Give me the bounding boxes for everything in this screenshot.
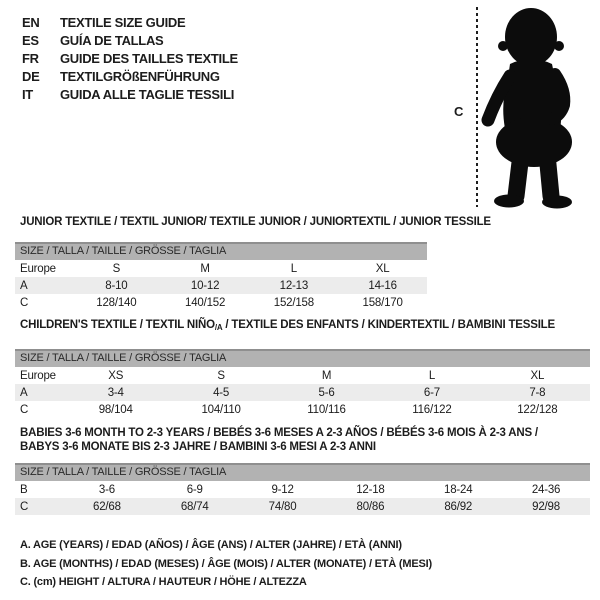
table-title: JUNIOR TEXTILE / TEXTIL JUNIOR/ TEXTILE JUNIOR / JUNIORTEXTIL / JUNIOR TESSILE — [20, 216, 491, 228]
legend-line-a: A. AGE (YEARS) / EDAD (AÑOS) / ÂGE (ANS) / ALTER (JAHRE) / ETÀ (ANNI) — [20, 539, 402, 551]
language-label: GUIDE DES TAILLES TEXTILE — [60, 50, 238, 66]
height-cell: 92/98 — [532, 500, 560, 513]
height-cell: 158/170 — [362, 296, 403, 309]
age-cell: 8-10 — [105, 279, 128, 292]
size-cell: M — [321, 369, 332, 382]
table-title — [15, 318, 590, 335]
age-cell: 12-18 — [356, 483, 385, 496]
measurement-legend — [20, 536, 432, 592]
children-textile-table — [15, 318, 590, 418]
table-row — [15, 367, 590, 384]
table-row — [15, 294, 427, 311]
size-cell: S — [112, 262, 121, 275]
title-pre: CHILDREN'S TEXTILE / TEXTIL NIÑO — [20, 319, 215, 331]
language-code: DE — [22, 68, 40, 84]
title-post: / TEXTILE DES ENFANTS / KINDERTEXTIL / BAMBINI TESSILE — [222, 319, 555, 331]
language-row-it — [22, 85, 238, 103]
size-cell: XL — [375, 262, 390, 275]
height-cell: 86/92 — [444, 500, 473, 513]
table-row — [15, 401, 590, 418]
language-row-fr — [22, 49, 238, 67]
height-cell: 68/74 — [180, 500, 209, 513]
height-cell: 116/122 — [412, 403, 452, 416]
size-cell: XL — [530, 369, 545, 382]
language-label: TEXTILGRÖßENFÜHRUNG — [60, 68, 220, 84]
language-code: FR — [22, 50, 39, 66]
legend-line-b: B. AGE (MONTHS) / EDAD (MESES) / ÂGE (MOIS) / ALTER (MONATE) / ETÀ (MESI) — [20, 557, 432, 570]
babies-textile-table — [15, 426, 590, 515]
age-cell: 24-36 — [531, 483, 561, 496]
height-cell: 122/128 — [517, 403, 558, 416]
height-cell: 74/80 — [268, 500, 297, 513]
row-label: A — [20, 279, 28, 292]
size-header-bar: SIZE / TALLA / TAILLE / GRÖSSE / TAGLIA — [15, 463, 590, 481]
size-header-bar: SIZE / TALLA / TAILLE / GRÖSSE / TAGLIA — [15, 242, 427, 260]
size-cell: XS — [108, 369, 124, 382]
age-cell: 3-6 — [98, 483, 115, 496]
age-cell: 14-16 — [368, 279, 397, 292]
baby-silhouette-icon — [480, 2, 600, 212]
age-cell: 12-13 — [279, 279, 309, 292]
language-row-de — [22, 67, 238, 85]
height-cell: 104/110 — [201, 403, 241, 416]
age-cell: 10-12 — [190, 279, 220, 292]
height-cell: 98/104 — [98, 403, 133, 416]
height-cell: 128/140 — [96, 296, 137, 309]
table-row — [15, 260, 427, 277]
size-cell: M — [200, 262, 210, 275]
age-cell: 7-8 — [529, 386, 546, 399]
size-cell: S — [217, 369, 225, 382]
row-label: A — [20, 386, 28, 399]
language-code: IT — [22, 86, 33, 102]
height-cell: 110/116 — [307, 403, 346, 416]
language-code: EN — [22, 14, 40, 30]
row-label: B — [20, 483, 28, 496]
age-cell: 5-6 — [318, 386, 335, 399]
age-cell: 6-9 — [186, 483, 203, 496]
height-measure-label: C — [454, 104, 464, 119]
height-cell: 140/152 — [185, 296, 226, 309]
height-measure-line — [476, 7, 478, 207]
height-cell: 152/158 — [273, 296, 314, 309]
table-title-line1: BABIES 3-6 MONTH TO 2-3 YEARS / BEBÉS 3-6 MESES A 2-3 AÑOS / BÉBÉS 3-6 MOIS À 2-3 ANS / — [20, 427, 538, 439]
language-label: GUÍA DE TALLAS — [60, 32, 164, 48]
language-row-es — [22, 31, 238, 49]
title-sub: /A — [214, 323, 223, 332]
table-title-line2: BABYS 3-6 MONATE BIS 2-3 JAHRE / BAMBINI 3-6 MESI A 2-3 ANNI — [20, 441, 376, 453]
row-label: C — [20, 500, 29, 513]
legend-line-c: C. (cm) HEIGHT / ALTURA / HAUTEUR / HÖHE / ALTEZZA — [20, 576, 307, 588]
row-label: Europe — [20, 369, 56, 382]
age-cell: 4-5 — [213, 386, 230, 399]
size-header-bar: SIZE / TALLA / TAILLE / GRÖSSE / TAGLIA — [15, 349, 590, 367]
language-label: TEXTILE SIZE GUIDE — [60, 14, 186, 30]
height-figure — [450, 0, 600, 215]
height-cell: 62/68 — [93, 500, 121, 513]
row-label: Europe — [20, 262, 56, 275]
table-row — [15, 277, 427, 294]
table-row — [15, 498, 590, 515]
table-row — [15, 384, 590, 401]
table-row — [15, 481, 590, 498]
language-row-en — [22, 13, 238, 31]
language-label: GUIDA ALLE TAGLIE TESSILI — [60, 86, 235, 102]
age-cell: 9-12 — [271, 483, 294, 496]
size-cell: L — [290, 262, 297, 275]
age-cell: 3-4 — [107, 386, 124, 399]
age-cell: 6-7 — [423, 386, 440, 399]
junior-textile-table — [15, 215, 491, 311]
row-label: C — [20, 403, 29, 416]
language-code: ES — [22, 32, 39, 48]
age-cell: 18-24 — [444, 483, 473, 496]
row-label: C — [20, 296, 29, 309]
size-cell: L — [428, 369, 436, 382]
height-cell: 80/86 — [356, 500, 385, 513]
language-title-block — [22, 13, 238, 103]
